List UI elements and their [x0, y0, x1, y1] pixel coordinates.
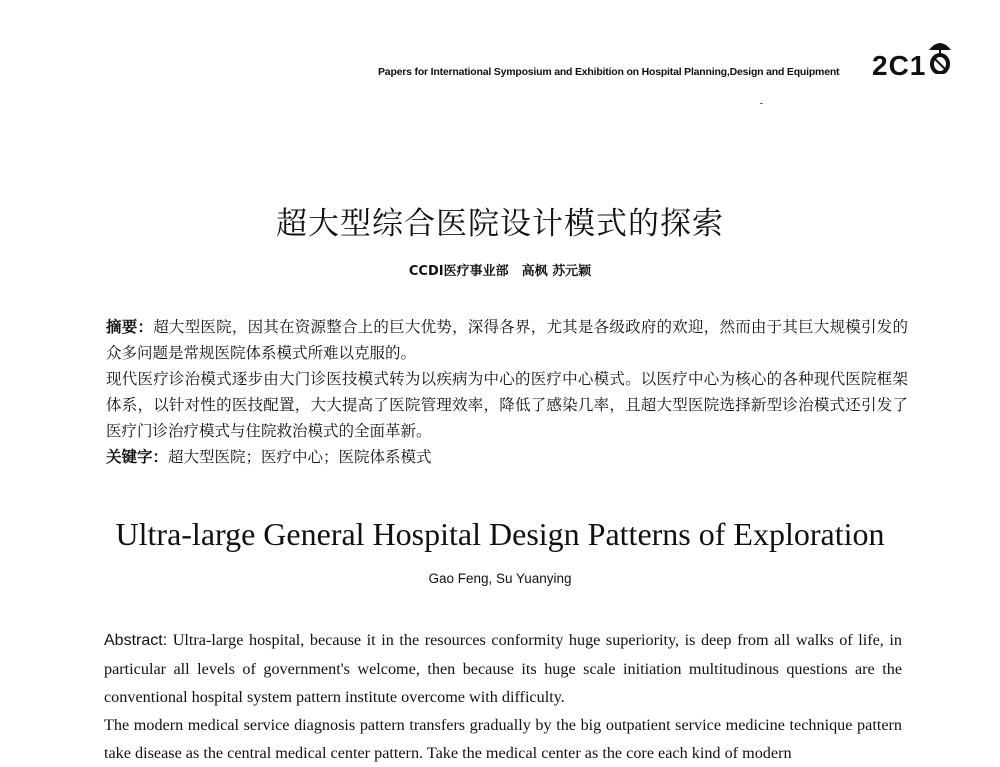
chinese-abstract — [106, 314, 908, 470]
chinese-abstract-paragraph-1 — [106, 314, 908, 366]
english-abstract — [104, 626, 902, 767]
symposium-logo — [872, 44, 956, 84]
logo-year-text: 2C1 — [872, 50, 927, 81]
scan-mark — [760, 103, 763, 104]
chinese-authors: CCDI医疗事业部 高枫 苏元颖 — [408, 264, 592, 279]
english-abstract-paragraph-2: The modern medical service diagnosis pattern transfers gradually by the big outpatient service medicine technique pattern take disease as the central medical center pattern. Take the medical center as the core each kind of modern — [104, 716, 902, 762]
chinese-abstract-text-1: 超大型医院，因其在资源整合上的巨大优势，深得各界，尤其是各级政府的欢迎，然而由于其巨大规模引发的众多问题是常规医院体系模式所难以克服的。 — [106, 318, 908, 362]
logo-emblem-icon — [926, 38, 954, 74]
english-abstract-label: Abstract: — [104, 632, 168, 649]
english-abstract-paragraph-1 — [104, 626, 902, 711]
chinese-abstract-paragraph-2: 现代医疗诊治模式逐步由大门诊医技模式转为以疾病为中心的医疗中心模式。以医疗中心为核心的各种现代医院框架体系，以针对性的医技配置，大大提高了医院管理效率，降低了感染几率，且超大型医院选择新型诊治模式还引发了医疗门诊治疗模式与住院救治模式的全面革新。 — [106, 370, 908, 440]
chinese-keywords — [106, 444, 908, 470]
chinese-abstract-label: 摘要： — [106, 318, 154, 336]
english-title: Ultra-large General Hospital Design Patterns of Exploration — [115, 516, 885, 552]
chinese-keywords-label: 关键字： — [106, 448, 169, 466]
running-header: Papers for International Symposium and Exhibition on Hospital Planning,Design and Equipment — [378, 66, 840, 78]
chinese-title: 超大型综合医院设计模式的探索 — [276, 206, 724, 242]
chinese-keywords-text: 超大型医院；医疗中心；医院体系模式 — [168, 448, 432, 466]
english-abstract-text-1: Ultra-large hospital, because it in the resources conformity huge superiority, is deep from all walks of life, in particular all levels of government's welcome, then because its huge scale initiation multitudinous questions are the conventional hospital system pattern institute overcome with difficulty. — [104, 631, 903, 706]
english-authors: Gao Feng, Su Yuanying — [428, 571, 572, 586]
